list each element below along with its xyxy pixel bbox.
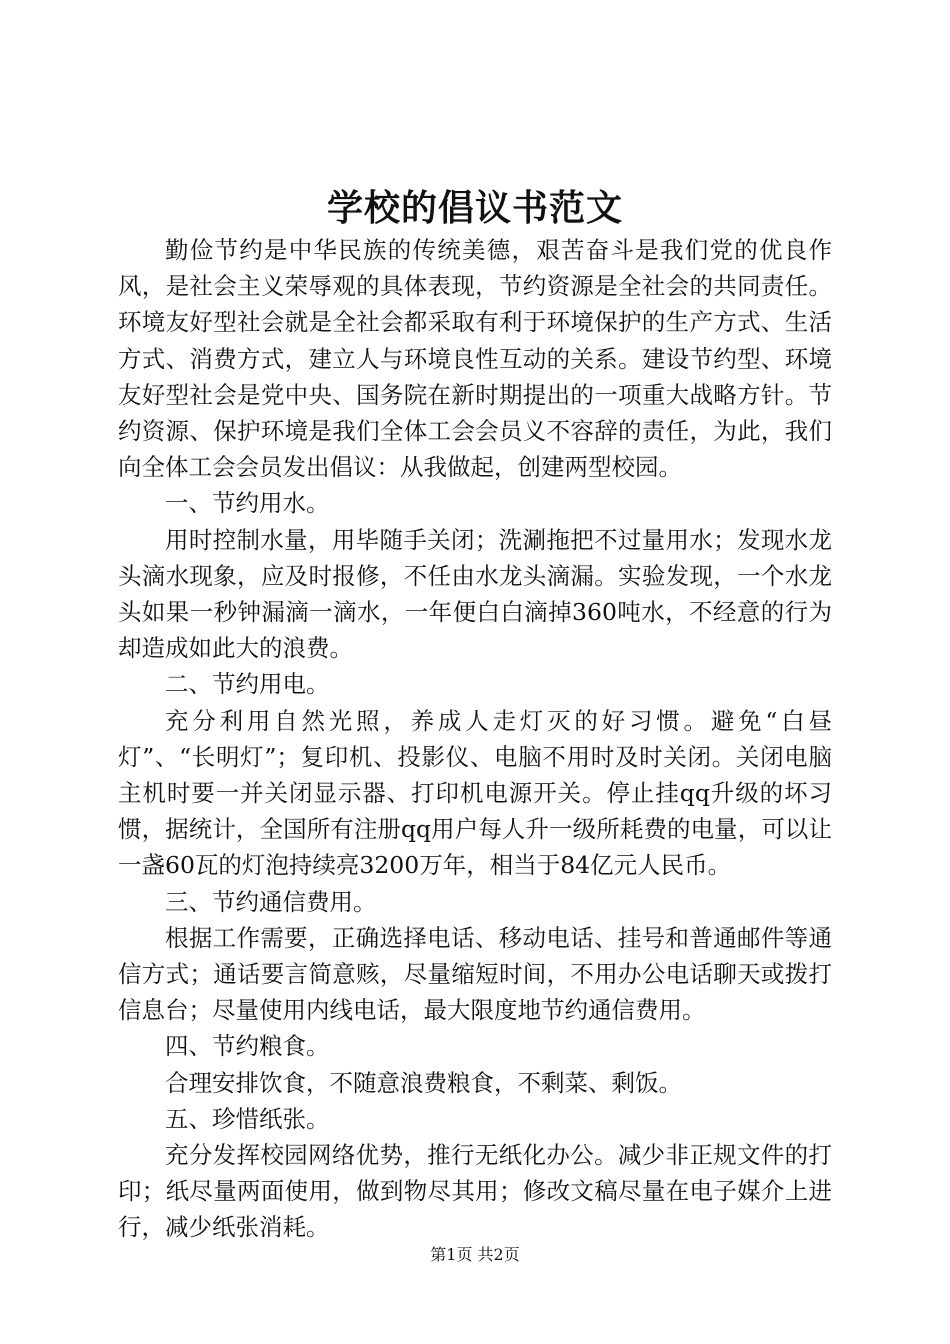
document-body bbox=[118, 232, 832, 1246]
page-title: 学校的倡议书范文 bbox=[326, 187, 623, 229]
section-body-paper: 充分发挥校园网络优势，推行无纸化办公。减少非正规文件的打印；纸尽量两面使用，做到物尽其用；修改文稿尽量在电子媒介上进行，减少纸张消耗。 bbox=[118, 1141, 832, 1242]
section-heading-food: 四、节约粮食。 bbox=[165, 1032, 330, 1061]
section-body-water: 用时控制水量，用毕随手关闭；洗涮拖把不过量用水；发现水龙头滴水现象，应及时报修，不任由水龙头滴漏。实验发现，一个水龙头如果一秒钟漏滴一滴水，一年便白白滴掉360吨水，不经意的行为却造成如此大的浪费。 bbox=[118, 525, 832, 663]
section-heading-electricity: 二、节约用电。 bbox=[165, 670, 330, 699]
section-body-communication: 根据工作需要，正确选择电话、移动电话、挂号和普通邮件等通信方式；通话要言简意赅，尽量缩短时间，不用办公电话聊天或拨打信息台；尽量使用内线电话，最大限度地节约通信费用。 bbox=[118, 923, 832, 1025]
section-heading-communication: 三、节约通信费用。 bbox=[165, 887, 377, 916]
page-footer: 第1页 共2页 bbox=[430, 1245, 520, 1264]
section-body-food: 合理安排饮食，不随意浪费粮食，不剩菜、剩饭。 bbox=[165, 1068, 682, 1097]
section-heading-paper: 五、珍惜纸张。 bbox=[165, 1104, 330, 1133]
section-body-electricity: 充分利用自然光照，养成人走灯灭的好习惯。避免“白昼灯”、“长明灯”；复印机、投影仪、电脑不用时及时关闭。关闭电脑主机时要一并关闭显示器、打印机电源开关。停止挂qq升级的坏习惯，据统计，全国所有注册qq用户每人升一级所耗费的电量，可以让一盏60瓦的灯泡持续亮3200万年，相当于84亿元人民币。 bbox=[118, 706, 832, 880]
section-heading-water: 一、节约用水。 bbox=[165, 489, 330, 518]
intro-paragraph: 勤俭节约是中华民族的传统美德，艰苦奋斗是我们党的优良作风，是社会主义荣辱观的具体表现，节约资源是全社会的共同责任。环境友好型社会就是全社会都采取有利于环境保护的生产方式、生活方式、消费方式，建立人与环境良性互动的关系。建设节约型、环境友好型社会是党中央、国务院在新时期提出的一项重大战略方针。节约资源、保护环境是我们全体工会会员义不容辞的责任，为此，我们向全体工会会员发出倡议：从我做起，创建两型校园。 bbox=[118, 236, 832, 482]
